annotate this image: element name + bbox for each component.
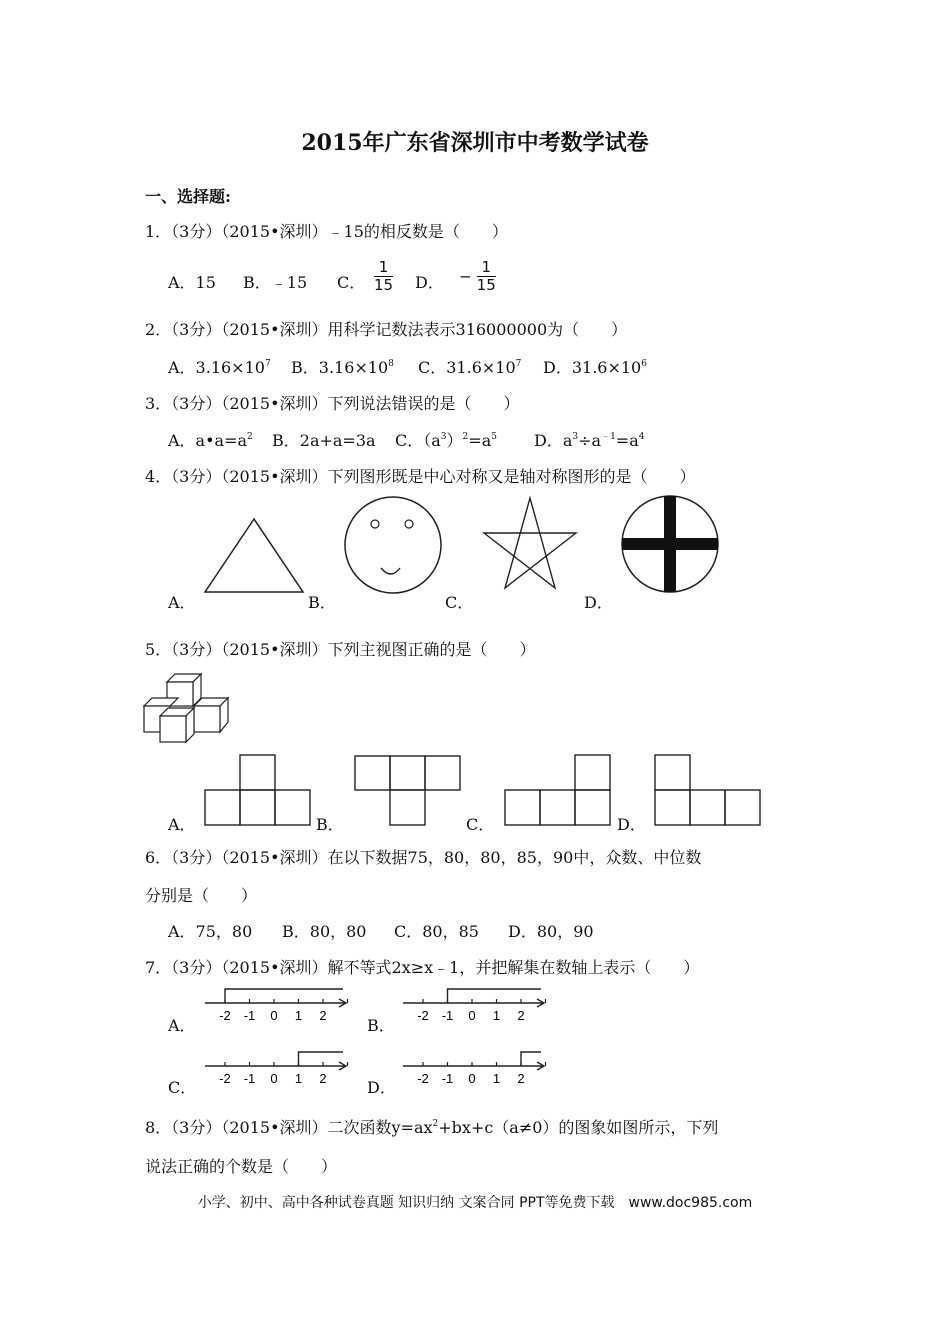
q5-option-c: C． — [466, 815, 495, 834]
q5-option-a: A． — [168, 815, 196, 834]
tick-label: -1 — [243, 1008, 256, 1023]
section-heading: 一、选择题: — [145, 187, 231, 206]
number-line-d — [403, 1052, 546, 1086]
q3-option-c: C．$(a^3)^2=a^5$ — [395, 431, 497, 450]
q6-option-b: B．80，80 — [282, 922, 367, 941]
q2-option-b: B．$3.16\times 10^8$ — [291, 358, 394, 377]
q2-option-d: D．$31.6\times 10^6$ — [543, 358, 647, 377]
tick-label: -1 — [441, 1008, 454, 1023]
q2-option-c: C．$31.6\times 10^7$ — [418, 358, 522, 377]
tick-label: -1 — [243, 1071, 256, 1086]
q1-option-d: D． — [415, 273, 444, 292]
fraction-numerator: 1 — [374, 259, 393, 277]
question-6-stem-line2: 分别是（ ） — [145, 886, 258, 905]
tick-label: 2 — [319, 1008, 327, 1023]
q3-option-b: B．2a+a=3a — [272, 431, 376, 450]
solution-ray — [225, 989, 343, 1003]
fraction-denominator: 15 — [374, 276, 394, 294]
question-6-stem-line1: 6．（3分）（2015•深圳）在以下数据75，80，80，85，90中，众数、中位数 — [145, 848, 702, 867]
q1-option-c: C． — [337, 273, 366, 292]
tick-label: -2 — [417, 1071, 429, 1086]
page-footer: 小学、初中、高中各种试卷真题 知识归纳 文案合同 PPT等免费下载 www.doc985.com — [197, 1195, 753, 1211]
q4-option-b: B． — [308, 593, 336, 612]
tick-label: 0 — [270, 1071, 278, 1086]
q1-option-b: B．﹣15 — [243, 273, 308, 292]
fraction-numerator: 1 — [477, 259, 496, 277]
solution-ray — [299, 1052, 344, 1066]
q2-option-a: A．$3.16\times 10^7$ — [168, 358, 271, 377]
q6-option-a: A．75，80 — [168, 922, 253, 941]
question-5-stem: 5．（3分）（2015•深圳）下列主视图正确的是（ ） — [145, 640, 536, 659]
question-2-stem: 2．（3分）（2015•深圳）用科学记数法表示316000000为（ ） — [145, 320, 628, 339]
tick-label: 1 — [294, 1071, 303, 1086]
q4-option-d: D． — [584, 593, 613, 612]
q6-option-d: D．80，90 — [508, 922, 594, 941]
q6-option-c: C．80，85 — [394, 922, 479, 941]
tick-label: 0 — [270, 1008, 278, 1023]
tick-label: -2 — [417, 1008, 429, 1023]
tick-label: 1 — [492, 1071, 501, 1086]
q7-option-b: B． — [367, 1016, 395, 1035]
question-1-stem: 1．（3分）（2015•深圳）﹣15的相反数是（ ） — [145, 222, 508, 241]
question-8-stem-line1: 8．（3分）（2015•深圳）二次函数$y=ax^2+bx+c(a\ne 0)$的图象如图所示，下列 — [145, 1118, 719, 1137]
number-line-b — [403, 989, 546, 1023]
question-4-stem: 4．（3分）（2015•深圳）下列图形既是中心对称又是轴对称图形的是（ ） — [145, 467, 696, 486]
q7-option-d: D． — [367, 1078, 396, 1097]
tick-label: 1 — [294, 1008, 303, 1023]
solution-ray — [448, 989, 542, 1003]
q7-option-a: A． — [168, 1016, 196, 1035]
tick-label: -2 — [219, 1008, 231, 1023]
tick-label: 2 — [319, 1071, 327, 1086]
number-line-a — [205, 989, 348, 1023]
tick-label: -1 — [441, 1071, 454, 1086]
tick-label: -2 — [219, 1071, 231, 1086]
q5-option-d: D． — [617, 815, 646, 834]
tick-label: 1 — [492, 1008, 501, 1023]
tick-label: 0 — [468, 1071, 476, 1086]
q3-option-d: D．$a^3\div a^{﹣1}=a^4$ — [534, 431, 645, 450]
page-title: 2015年广东省深圳市中考数学试卷 — [301, 130, 649, 156]
tick-label: 0 — [468, 1008, 476, 1023]
q4-option-c: C． — [445, 593, 474, 612]
fraction-denominator: 15 — [476, 276, 496, 294]
question-8-stem-line2: 说法正确的个数是（ ） — [145, 1157, 338, 1176]
number-line-c — [205, 1052, 348, 1086]
question-7-stem: 7．（3分）（2015•深圳）解不等式2x≥x﹣1，并把解集在数轴上表示（ ） — [145, 958, 700, 977]
tick-label: 2 — [517, 1008, 525, 1023]
minus-sign: − — [459, 267, 472, 286]
q7-option-c: C． — [168, 1078, 197, 1097]
question-3-stem: 3．（3分）（2015•深圳）下列说法错误的是（ ） — [145, 394, 520, 413]
q3-option-a: A．$a•a=a^2$ — [168, 431, 253, 450]
q1-option-a: A．15 — [168, 273, 216, 292]
solution-ray — [521, 1052, 541, 1066]
q4-option-a: A． — [168, 593, 196, 612]
q5-option-b: B． — [316, 815, 344, 834]
tick-label: 2 — [517, 1071, 525, 1086]
